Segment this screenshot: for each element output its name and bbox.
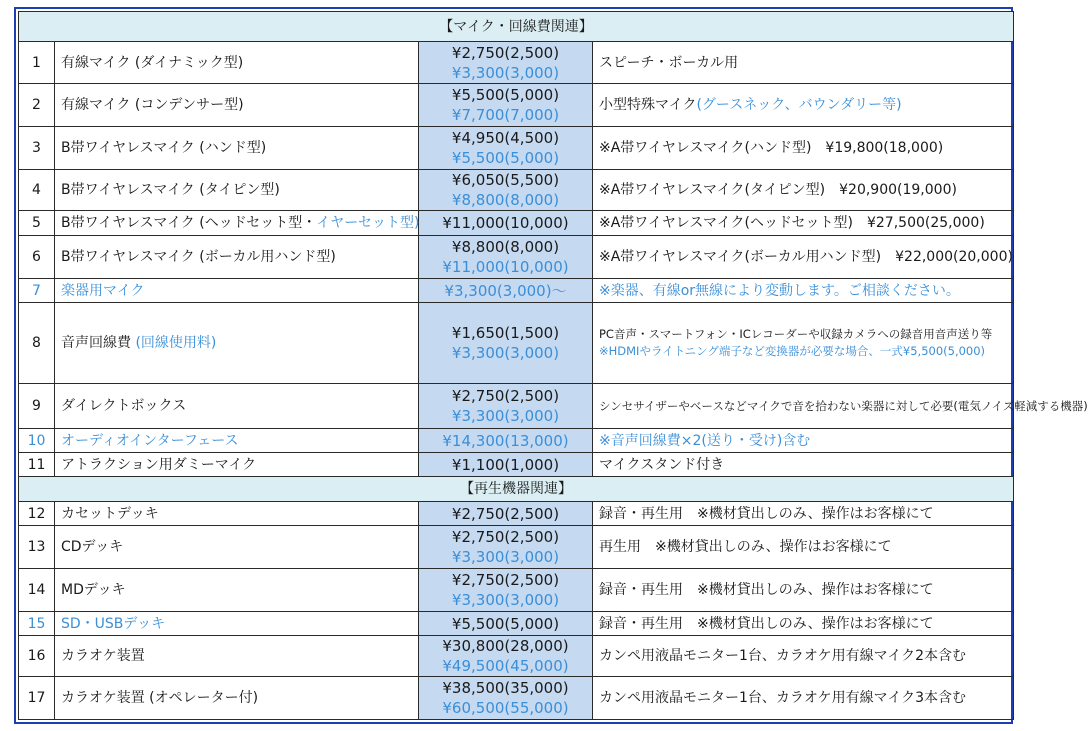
note-text: ※A帯ワイヤレスマイク(タイピン型) ¥20,900(19,000) — [599, 182, 957, 198]
item-name: 有線マイク (コンデンサー型) — [61, 97, 244, 113]
price-primary: ¥2,750(2,500) — [451, 504, 560, 523]
item-name: カラオケ装置 — [61, 648, 145, 664]
item-name: B帯ワイヤレスマイク (タイピン型) — [61, 182, 280, 198]
item-name-cell — [55, 636, 419, 677]
note-cell — [593, 569, 1014, 612]
note-cell — [593, 127, 1014, 170]
price-secondary: ¥3,300(3,000) — [451, 591, 560, 609]
item-name-cell — [55, 526, 419, 569]
item-name-note: (回線使用料) — [135, 335, 217, 351]
price-primary: ¥2,750(2,500) — [451, 571, 560, 589]
item-name-cell — [55, 612, 419, 636]
note-text: 録音・再生用 ※機材貸出しのみ、操作はお客様にて — [599, 582, 934, 598]
note-cell — [593, 42, 1014, 84]
price-cell — [419, 429, 593, 453]
item-name-cell — [55, 429, 419, 453]
item-name: B帯ワイヤレスマイク (ハンド型) — [61, 140, 267, 156]
price-cell — [419, 127, 593, 170]
price-cell — [419, 236, 593, 279]
price-secondary: ¥3,300(3,000) — [451, 548, 560, 566]
price-secondary: ¥60,500(55,000) — [442, 699, 569, 717]
row-number: 16 — [19, 636, 55, 677]
item-name: カラオケ装置 (オペレーター付) — [61, 690, 259, 706]
note-text: シンセサイザーやベースなどマイクで音を拾わない楽器に対して必要(電気ノイズ軽減する機器) — [599, 399, 1088, 413]
price-primary: ¥4,950(4,500) — [451, 129, 560, 147]
row-number: 4 — [19, 170, 55, 211]
table-row — [19, 677, 1014, 720]
price-primary: ¥5,500(5,000) — [451, 614, 560, 633]
item-name-cell — [55, 279, 419, 303]
price-primary: ¥8,800(8,000) — [451, 238, 560, 256]
note-cell — [593, 453, 1014, 477]
price-cell — [419, 612, 593, 636]
item-name: ダイレクトボックス — [61, 398, 187, 414]
note-text: ※A帯ワイヤレスマイク(ハンド型) ¥19,800(18,000) — [599, 140, 944, 156]
item-name-cell — [55, 303, 419, 384]
price-cell — [419, 279, 593, 303]
table-row — [19, 569, 1014, 612]
price-primary: ¥1,650(1,500) — [451, 324, 560, 342]
table-row — [19, 502, 1014, 526]
table-row — [19, 211, 1014, 236]
note-text: 録音・再生用 ※機材貸出しのみ、操作はお客様にて — [599, 505, 934, 522]
price-cell — [419, 84, 593, 127]
note-cell — [593, 502, 1014, 526]
item-name-cell — [55, 170, 419, 211]
table-row — [19, 42, 1014, 84]
price-secondary: ¥3,300(3,000) — [451, 63, 560, 82]
table-row — [19, 303, 1014, 384]
row-number: 14 — [19, 569, 55, 612]
price-primary: ¥30,800(28,000) — [442, 637, 569, 655]
note-text: ※A帯ワイヤレスマイク(ヘッドセット型) ¥27,500(25,000) — [599, 215, 985, 231]
price-cell — [419, 170, 593, 211]
price-primary: ¥2,750(2,500) — [451, 387, 560, 405]
section-header-row — [19, 477, 1014, 502]
item-name-cell — [55, 211, 419, 236]
note-cell — [593, 84, 1014, 127]
price-secondary: ¥3,300(3,000) — [451, 344, 560, 362]
price-primary: ¥1,100(1,000) — [451, 455, 560, 474]
price-cell — [419, 42, 593, 84]
item-name: オーディオインターフェース — [61, 432, 239, 449]
note-cell — [593, 677, 1014, 720]
note-text: 再生用 ※機材貸出しのみ、操作はお客様にて — [599, 539, 892, 555]
section-title: 【マイク・回線費関連】 — [19, 12, 1014, 42]
item-name-cell — [55, 127, 419, 170]
price-cell — [419, 384, 593, 429]
price-cell — [419, 636, 593, 677]
item-name: SD・USBデッキ — [61, 615, 166, 632]
note-cell — [593, 211, 1014, 236]
price-cell — [419, 211, 593, 236]
note-cell — [593, 303, 1014, 384]
item-name: 楽器用マイク — [61, 282, 145, 299]
price-secondary: ¥49,500(45,000) — [442, 657, 569, 675]
price-cell — [419, 502, 593, 526]
row-number: 8 — [19, 303, 55, 384]
row-number: 5 — [19, 211, 55, 236]
note-text-blue: (グースネック、バウンダリー等) — [696, 97, 902, 113]
price-primary: ¥2,750(2,500) — [451, 528, 560, 546]
note-cell — [593, 636, 1014, 677]
item-name-cell — [55, 502, 419, 526]
item-name: 音声回線費 — [61, 335, 131, 351]
item-name-cell — [55, 453, 419, 477]
table-row — [19, 279, 1014, 303]
price-cell — [419, 303, 593, 384]
note-cell — [593, 612, 1014, 636]
row-number: 12 — [19, 502, 55, 526]
price-table-frame — [14, 7, 1088, 724]
price-cell — [419, 569, 593, 612]
price-cell — [419, 526, 593, 569]
note-text: ※楽器、有線or無線により変動します。ご相談ください。 — [599, 282, 960, 299]
item-name: アトラクション用ダミーマイク — [61, 456, 257, 473]
item-name: カセットデッキ — [61, 505, 159, 522]
price-table-sheet — [18, 11, 1088, 720]
price-primary: ¥38,500(35,000) — [442, 679, 569, 697]
item-name: B帯ワイヤレスマイク (ヘッドセット型・ — [61, 215, 317, 231]
price-primary: ¥5,500(5,000) — [451, 86, 560, 104]
note-text: 録音・再生用 ※機材貸出しのみ、操作はお客様にて — [599, 615, 934, 632]
price-primary: ¥2,750(2,500) — [451, 43, 560, 62]
note-cell — [593, 429, 1014, 453]
table-row — [19, 453, 1014, 477]
item-name-cell — [55, 236, 419, 279]
row-number: 13 — [19, 526, 55, 569]
section-title: 【再生機器関連】 — [19, 477, 1014, 502]
item-name: 有線マイク (ダイナミック型) — [61, 54, 244, 71]
note-text-line2: ※HDMIやライトニング端子など変換器が必要な場合、一式¥5,500(5,000) — [599, 344, 986, 358]
note-text: ※音声回線費×2(送り・受け)含む — [599, 432, 811, 449]
item-name: MDデッキ — [61, 582, 126, 598]
note-cell — [593, 384, 1088, 429]
price-secondary: ¥5,500(5,000) — [451, 149, 560, 167]
price-secondary: ¥11,000(10,000) — [442, 258, 569, 276]
price-primary: ¥14,300(13,000) — [442, 431, 569, 450]
table-row — [19, 429, 1014, 453]
table-row — [19, 636, 1014, 677]
note-cell — [593, 236, 1014, 279]
item-name-note: イヤーセット型) — [316, 215, 420, 231]
row-number: 15 — [19, 612, 55, 636]
table-row — [19, 84, 1014, 127]
table-row — [19, 526, 1014, 569]
item-name: B帯ワイヤレスマイク (ボーカル用ハンド型) — [61, 249, 336, 265]
row-number: 10 — [19, 429, 55, 453]
note-cell — [593, 170, 1014, 211]
row-number: 6 — [19, 236, 55, 279]
note-text: カンペ用液晶モニター1台、カラオケ用有線マイク2本含む — [599, 648, 966, 664]
price-primary: ¥6,050(5,500) — [451, 171, 560, 189]
table-row — [19, 236, 1014, 279]
row-number: 3 — [19, 127, 55, 170]
price-secondary: ¥3,300(3,000) — [451, 407, 560, 425]
table-row — [19, 170, 1014, 211]
row-number: 1 — [19, 42, 55, 84]
note-text: ※A帯ワイヤレスマイク(ボーカル用ハンド型) ¥22,000(20,000) — [599, 249, 1013, 265]
row-number: 17 — [19, 677, 55, 720]
item-name-cell — [55, 42, 419, 84]
price-cell — [419, 677, 593, 720]
row-number: 7 — [19, 279, 55, 303]
price-cell — [419, 453, 593, 477]
item-name-cell — [55, 84, 419, 127]
table-row — [19, 612, 1014, 636]
table-row — [19, 384, 1014, 429]
item-name-cell — [55, 569, 419, 612]
section-header-row — [19, 12, 1014, 42]
note-text: スピーチ・ボーカル用 — [599, 54, 739, 71]
row-number: 9 — [19, 384, 55, 429]
note-text: マイクスタンド付き — [599, 456, 725, 473]
note-text: カンペ用液晶モニター1台、カラオケ用有線マイク3本含む — [599, 690, 966, 706]
item-name: CDデッキ — [61, 539, 124, 555]
note-text: 小型特殊マイク — [599, 97, 697, 113]
note-cell — [593, 279, 1014, 303]
item-name-cell — [55, 384, 419, 429]
note-cell — [593, 526, 1014, 569]
price-secondary: ¥7,700(7,000) — [451, 106, 560, 124]
price-table — [18, 11, 1088, 720]
price-primary: ¥3,300(3,000)〜 — [444, 281, 567, 300]
price-primary: ¥11,000(10,000) — [442, 214, 569, 232]
note-text: PC音声・スマートフォン・ICレコーダーや収録カメラへの録音用音声送り等 — [599, 327, 993, 341]
price-secondary: ¥8,800(8,000) — [451, 191, 560, 209]
row-number: 2 — [19, 84, 55, 127]
item-name-cell — [55, 677, 419, 720]
table-row — [19, 127, 1014, 170]
row-number: 11 — [19, 453, 55, 477]
